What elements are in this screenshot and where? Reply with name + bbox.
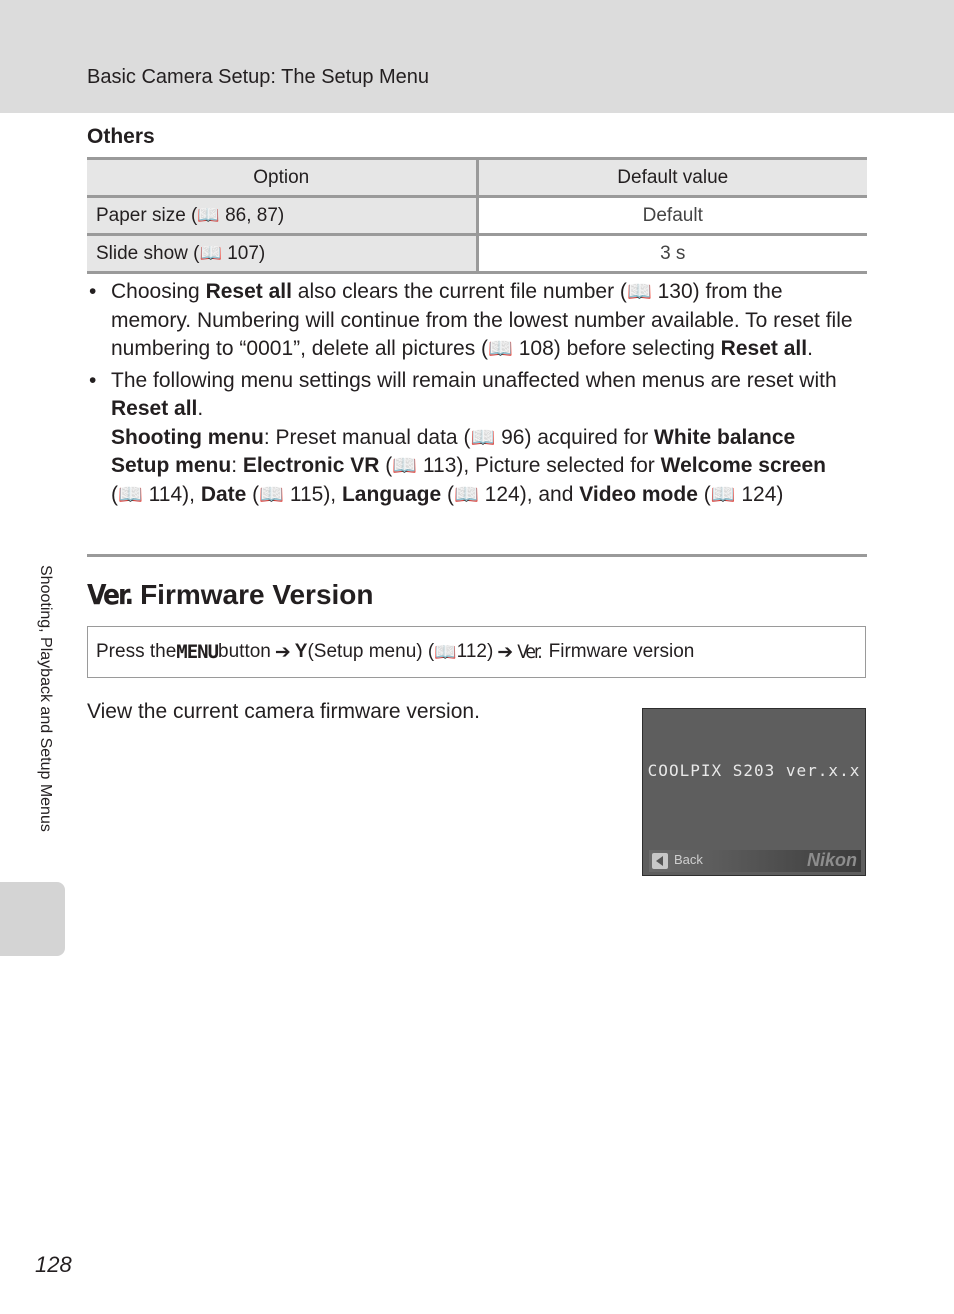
column-header-option: Option — [87, 159, 477, 197]
header-band — [0, 0, 954, 113]
table-row — [87, 197, 867, 235]
back-icon — [652, 853, 668, 869]
firmware-version-icon: Ver. — [87, 578, 133, 611]
header-title: Basic Camera Setup: The Setup Menu — [87, 66, 430, 88]
screen-footer — [649, 850, 861, 872]
firmware-readout: COOLPIX S203 ver.x.x — [647, 761, 861, 780]
section-description: View the current camera firmware version. — [87, 700, 480, 723]
book-icon: 📖 — [488, 338, 513, 360]
book-icon: 📖 — [199, 242, 222, 263]
menu-button-icon: MENU — [176, 641, 219, 663]
option-cell: Paper size (📖 86, 87) — [87, 197, 477, 235]
firmware-version-icon: Ver. — [517, 641, 541, 663]
side-tab — [0, 882, 65, 956]
note-item: • Choosing Reset all also clears the current file number (📖 130) from the memory. Numbering will continue from the lowest number available. To reset file numbering to “0001”, delete all pictures (📖 108) before selecting Reset all. — [87, 278, 867, 364]
arrow-right-icon: ➔ — [497, 641, 514, 663]
notes-list — [87, 278, 867, 512]
book-icon: 📖 — [454, 483, 479, 506]
brand-logo: Nikon — [806, 850, 857, 870]
book-icon: 📖 — [434, 641, 457, 662]
book-icon: 📖 — [626, 281, 652, 303]
wrench-icon: Y — [294, 641, 308, 662]
section-title: Ver. Firmware Version — [87, 578, 374, 611]
table-header-row — [87, 159, 867, 197]
others-heading: Others — [87, 125, 155, 148]
note-item: • The following menu settings will remain unaffected when menus are reset with Reset all. Shooting menu: Preset manual data (📖 96) acquired for White balance Setup menu: Electronic VR (📖 113), Picture selected for Welcome screen (📖 114), Date (📖 115), Language (📖 124), and Video mode (📖 124) — [87, 367, 867, 510]
side-tab-label: Shooting, Playback and Setup Menus — [37, 565, 54, 832]
book-icon: 📖 — [118, 483, 143, 506]
option-cell: Slide show (📖 107) — [87, 235, 477, 273]
book-icon: 📖 — [392, 455, 418, 477]
section-divider — [87, 554, 867, 557]
book-icon: 📖 — [470, 426, 496, 449]
menu-path-box: Press the MENU button ➔ Y (Setup menu) ( 📖 112) ➔ Ver. Firmware version — [87, 626, 866, 678]
book-icon: 📖 — [259, 483, 284, 506]
book-icon: 📖 — [710, 483, 736, 506]
others-table — [87, 157, 867, 274]
table-row — [87, 235, 867, 273]
page-number: 128 — [35, 1252, 72, 1277]
bullet-icon: • — [89, 368, 97, 392]
arrow-right-icon: ➔ — [274, 641, 291, 663]
value-cell: Default — [477, 197, 867, 235]
bullet-icon: • — [89, 280, 97, 303]
book-icon: 📖 — [197, 204, 220, 225]
camera-screen — [642, 708, 866, 876]
value-cell: 3 s — [477, 235, 867, 273]
column-header-default: Default value — [477, 159, 867, 197]
back-label: Back — [674, 852, 703, 867]
